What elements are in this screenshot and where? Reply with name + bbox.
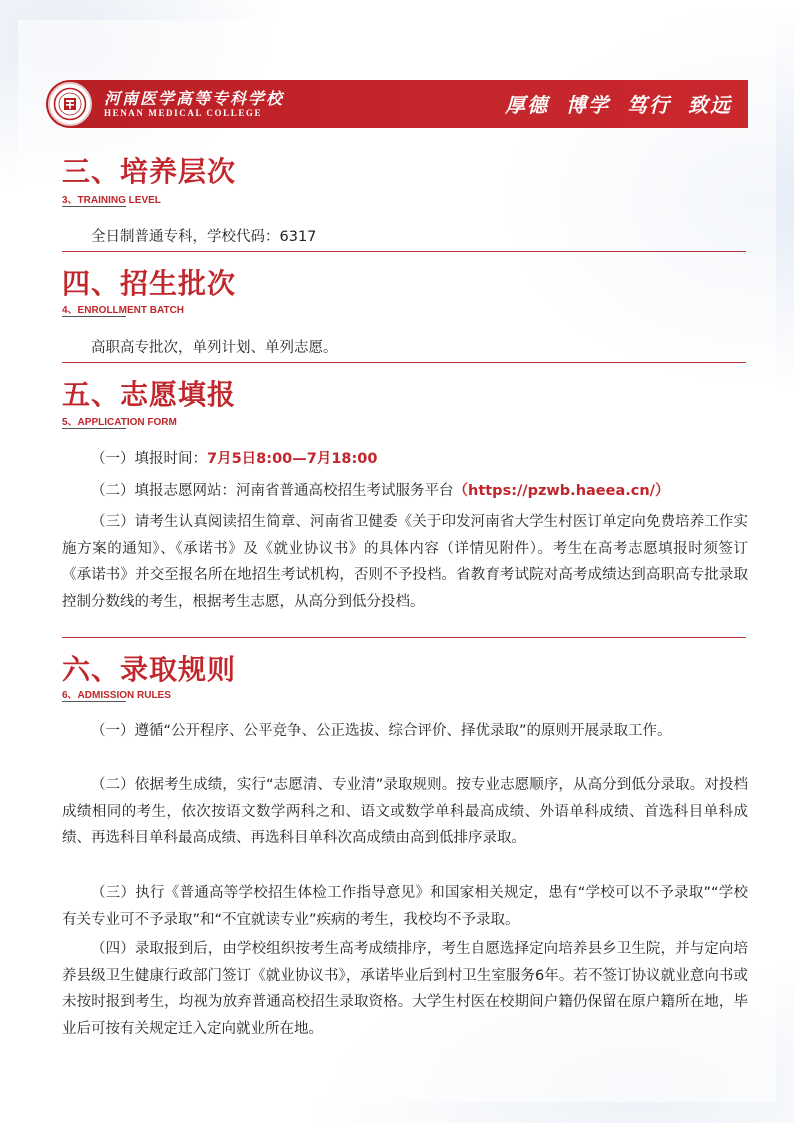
emblem-seal-icon (53, 87, 87, 121)
school-emblem-icon (48, 82, 92, 126)
paragraph: 全日制普通专科，学校代码：6317 (91, 229, 317, 245)
section-title-training-level: 三、培养层次 (62, 155, 237, 188)
paragraph-fill-time (62, 446, 748, 473)
school-name-english: HENAN MEDICAL COLLEGE (104, 108, 263, 118)
paragraph: 高职高专批次，单列计划、单列志愿。 (91, 340, 338, 356)
section-subtitle-application-form: 5、APPLICATION FORM (62, 417, 177, 428)
fill-website-link[interactable]: （https://pzwb.haeea.cn/） (453, 483, 670, 499)
header-banner (46, 80, 748, 128)
fill-time-label: （一）填报时间： (91, 451, 207, 467)
paragraph: （四）录取报到后，由学校组织按考生高考成绩排序，考生自愿选择定向培养县乡卫生院，并与定向培养县级卫生健康行政部门签订《就业协议书》，承诺毕业后到村卫生室服务6年。若不签订协议就业意向书或未按时报到考生，均视为放弃普通高校招生录取资格。大学生村医在校期间户籍仍保留在原户籍所在地，毕业后可按有关规定迁入定向就业所在地。 (62, 941, 748, 1037)
fill-time-value: 7月5日8:00—7月18:00 (207, 451, 378, 467)
school-motto: 厚德 博学 笃行 致远 (505, 93, 732, 117)
section-title-admission-rules: 六、录取规则 (62, 653, 237, 686)
section-divider (62, 637, 746, 638)
section-subtitle-admission-rules: 6、ADMISSION RULES (62, 690, 171, 701)
paragraph: （三）请考生认真阅读招生简章、河南省卫健委《关于印发河南省大学生村医订单定向免费培养工作实施方案的通知》、《承诺书》及《就业协议书》的具体内容（详情见附件）。考生在高考志愿填报时须签订《承诺书》并交至报名所在地招生考试机构，否则不予投档。省教育考试院对高考成绩达到高职高专批录取控制分数线的考生，根据考生志愿，从高分到低分投档。 (62, 514, 748, 610)
section-subtitle-training-level: 3、TRAINING LEVEL (62, 195, 161, 206)
section-divider (62, 362, 746, 363)
section-title-application-form: 五、志愿填报 (62, 378, 237, 411)
section-divider (62, 251, 746, 252)
paragraph: （三）执行《普通高等学校招生体检工作指导意见》和国家相关规定，患有“学校可以不予录取”“学校有关专业可不予录取”和“不宜就读专业”疾病的考生，我校均不予录取。 (62, 885, 748, 928)
subtitle-rule (62, 701, 126, 702)
subtitle-rule (62, 428, 126, 429)
section-subtitle-enrollment-batch: 4、ENROLLMENT BATCH (62, 305, 185, 316)
subtitle-rule (62, 206, 126, 207)
subtitle-rule (62, 316, 126, 317)
paragraph: （二）依据考生成绩，实行“志愿清、专业清”录取规则。按专业志愿顺序，从高分到低分录取。对投档成绩相同的考生，依次按语文数学两科之和、语文或数学单科最高成绩、外语单科成绩、首选科目单科成绩、再选科目单科最高成绩、再选科目单科次高成绩由高到低排序录取。 (62, 777, 748, 847)
fill-website-label: （二）填报志愿网站：河南省普通高校招生考试服务平台 (91, 483, 454, 499)
paragraph-fill-website (62, 478, 748, 505)
section-title-enrollment-batch: 四、招生批次 (62, 267, 237, 300)
school-name-chinese: 河南医学高等专科学校 (104, 89, 285, 108)
paragraph: （一）遵循“公开程序、公平竞争、公正选拔、综合评价、择优录取”的原则开展录取工作。 (91, 723, 672, 739)
